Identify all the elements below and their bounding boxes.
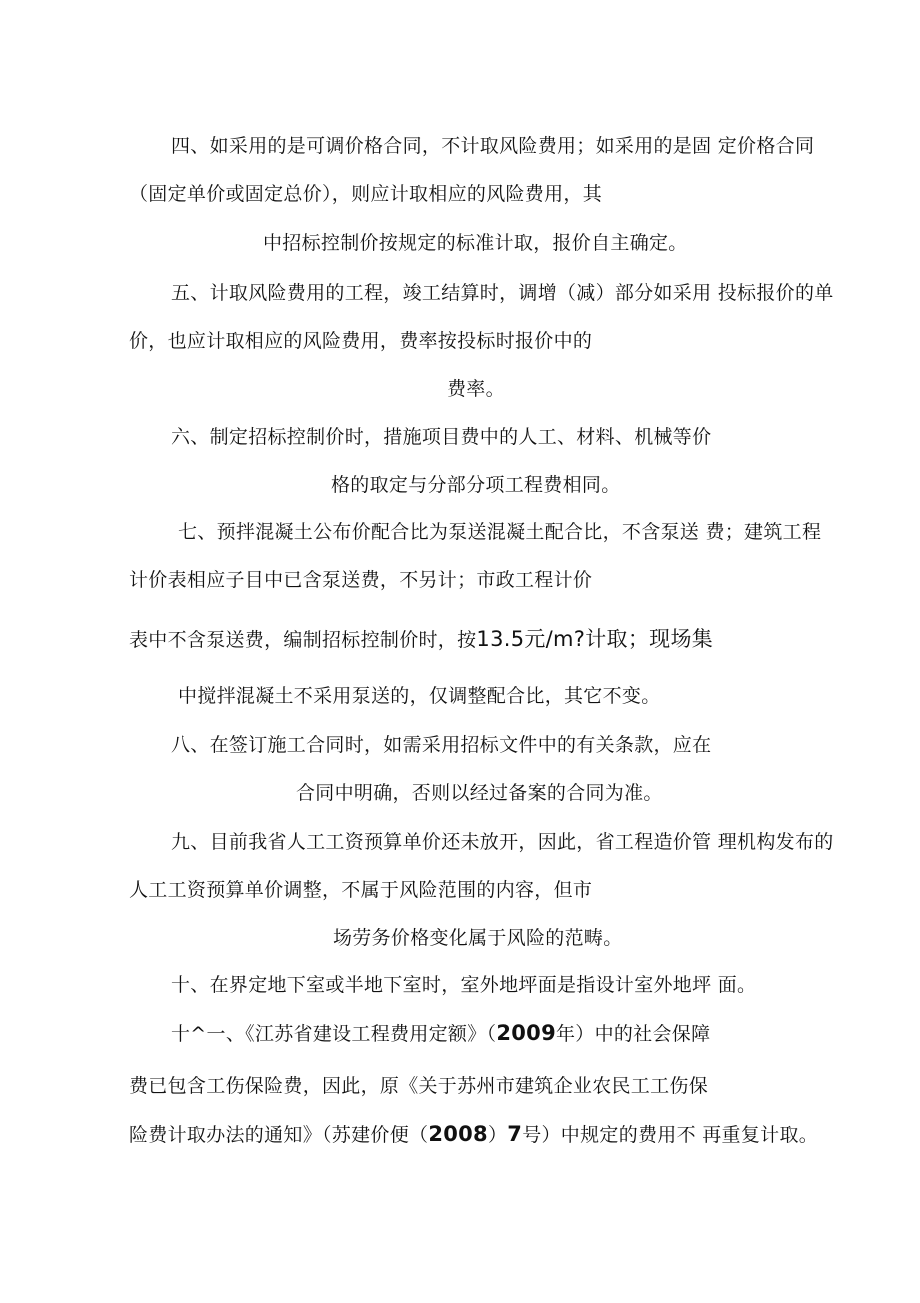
paragraph-7-line-4: 中搅拌混凝土不采用泵送的，仅调整配合比，其它不变。	[178, 685, 661, 707]
paragraph-11-line-3	[129, 1121, 818, 1148]
paragraph-10-line-1: 十、在界定地下室或半地下室时，室外地坪面是指设计室外地坪 面。	[171, 974, 757, 996]
notice-number: 7	[507, 1122, 523, 1146]
pump-fee-value: 13.5	[476, 627, 525, 651]
paragraph-11-line-3-text-c: ）	[487, 1124, 508, 1146]
paragraph-11-line-1	[171, 1020, 710, 1047]
paragraph-7-line-1: 七、预拌混凝土公布价配合比为泵送混凝土配合比，不含泵送 费；建筑工程	[178, 521, 822, 543]
paragraph-5-line-2: 价，也应计取相应的风险费用，费率按投标时报价中的	[129, 330, 593, 352]
paragraph-7-line-2: 计价表相应子目中已含泵送费，不另计；市政工程计价	[129, 569, 593, 591]
pump-fee-unit: 元/m?计取；现场集	[524, 627, 714, 651]
notice-year: 2008	[428, 1122, 488, 1146]
paragraph-6-line-2: 格的取定与分部分项工程费相同。	[331, 474, 621, 496]
paragraph-11-line-3-text-a: 险费计取办法的通知》（苏建价便（	[129, 1124, 429, 1146]
paragraph-5-line-3: 费率。	[447, 378, 505, 400]
paragraph-4-line-3: 中招标控制价按规定的标准计取，报价自主确定。	[263, 232, 688, 254]
paragraph-5-line-1: 五、计取风险费用的工程，竣工结算时，调增（减）部分如采用 投标报价的单	[171, 282, 834, 304]
paragraph-4-line-2: （固定单价或固定总价），则应计取相应的风险费用，其	[129, 183, 603, 205]
paragraph-8-line-1: 八、在签订施工合同时，如需采用招标文件中的有关条款，应在	[171, 734, 712, 756]
paragraph-6-line-1: 六、制定招标控制价时，措施项目费中的人工、材料、机械等价	[171, 426, 712, 448]
paragraph-11-line-1-text-a: 十^一、《江苏省建设工程费用定额》（	[171, 1023, 497, 1045]
quota-year: 2009	[496, 1021, 556, 1045]
paragraph-11-line-1-text-c: 年）中的社会保障	[555, 1023, 711, 1045]
paragraph-11-line-3-text-e: 号）中规定的费用不 再重复计取。	[522, 1124, 819, 1146]
paragraph-9-line-2: 人工工资预算单价调整，不属于风险范围的内容，但市	[129, 879, 593, 901]
paragraph-7-line-3-text-a: 表中不含泵送费，编制招标控制价时，按	[129, 629, 477, 651]
paragraph-11-line-2: 费已包含工伤保险费，因此，原《关于苏州市建筑企业农民工工伤保	[129, 1075, 709, 1097]
paragraph-7-line-3	[129, 626, 713, 653]
paragraph-9-line-3: 场劳务价格变化属于风险的范畴。	[333, 927, 623, 949]
paragraph-8-line-2: 合同中明确，否则以经过备案的合同为准。	[296, 782, 663, 804]
paragraph-9-line-1: 九、目前我省人工工资预算单价还未放开，因此，省工程造价管 理机构发布的	[171, 831, 834, 853]
paragraph-4-line-1: 四、如采用的是可调价格合同，不计取风险费用；如采用的是固 定价格合同	[171, 135, 815, 157]
